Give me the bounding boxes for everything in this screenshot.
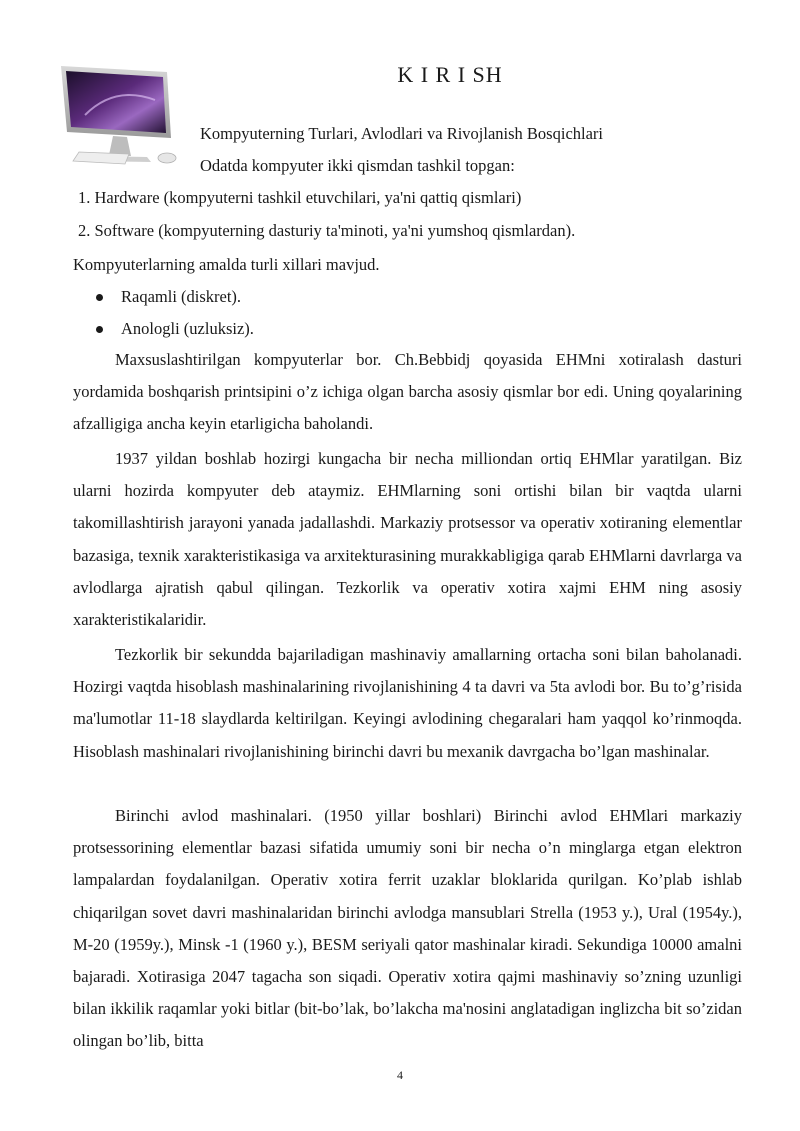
bullet-item-digital: Raqamli (diskret). xyxy=(121,287,242,306)
intro-line: Odatda kompyuter ikki qismdan tashkil topgan: xyxy=(200,156,515,175)
section-heading: Kompyuterning Turlari, Avlodlari va Rivojlanish Bosqichlari xyxy=(200,124,604,143)
list-item-software: 2. Software (kompyuterning dasturiy ta'minoti, ya'ni yumshoq qismlardan). xyxy=(78,221,576,240)
bullet-icon xyxy=(96,326,103,333)
bullet-item-analog: Anologli (uzluksiz). xyxy=(121,319,254,338)
paragraph: Tezkorlik bir sekundda bajariladigan mashinaviy amallarning ortacha soni bilan baholanadi. Hozirgi vaqtda hisoblash mashinalarining rivojlanishining 4 ta davri va 5ta avlodi bor. Bu to’g’risida ma'lumotlar 11-18 slaydlarda keltirilgan. Keyingi avlodining chegaralari ham yaqqol ko’rinmoqda. Hisoblash mashinalari rivojlanishining birinchi davri bu mexanik davrgacha bo’lgan mashinalar. xyxy=(73,645,742,761)
bullet-icon xyxy=(96,294,103,301)
page-title: K I R I SH xyxy=(397,62,503,87)
page-number: 4 xyxy=(397,1068,403,1082)
paragraph: Maxsuslashtirilgan kompyuterlar bor. Ch.Bebbidj qoyasida EHMni xotiralash dasturi yordamida boshqarish printsipini o’z ichiga olgan barcha asosiy qismlar bor edi. Uning qoyalarining afzalligiga ancha keyin etarligicha baholandi. xyxy=(73,350,742,434)
paragraph: Birinchi avlod mashinalari. (1950 yillar boshlari) Birinchi avlod EHMlari markaziy protsessorining elementlar bazasi sifatida umumiy soni bir necha o’n minglarga etgan elektron lampalardan foydalanilgan. Operativ xotira ferrit uzaklar bloklarida qurilgan. Ko’plab ishlab chiqarilgan sovet davri mashinalaridan birinchi avlodga mansublari Strella (1953 y.), Ural (1954y.), M-20 (1959y.), Minsk -1 (1960 y.), BESM seriyali qator mashinalar kiradi. Sekundiga 10000 amalni bajaradi. Xotirasiga 2047 tagacha son siqadi. Operativ xotira qajmi mashinaviy so’zning uzunligi bilan ikkilik raqamlar yoki bitlar (bit-bo’lak, bo’lakcha ma'nosini anglatadigan inglizcha bit so’zidan olingan bo’lib, bitta xyxy=(73,806,742,1051)
computer-monitor-icon xyxy=(55,60,190,172)
paragraph: 1937 yildan boshlab hozirgi kungacha bir necha milliondan ortiq EHMlar yaratilgan. Biz ularni hozirda kompyuter deb ataymiz. EHMlarning soni ortishi bilan bir vaqtda ularni takomillashtirish jarayoni yanada jadallashdi. Markaziy protsessor va operativ xotiraning elementlar bazasiga, texnik xarakteristikasiga va arxitekturasining murakkabligiga qarab EHMlarni davrlarga va avlodlarga ajratish qabul qilingan. Tezkorlik va operativ xotira xajmi EHM ning asosiy xarakteristikalaridir. xyxy=(73,449,742,630)
types-line: Kompyuterlarning amalda turli xillari mavjud. xyxy=(73,255,380,274)
list-item-hardware: 1. Hardware (kompyuterni tashkil etuvchilari, ya'ni qattiq qismlari) xyxy=(78,188,522,207)
